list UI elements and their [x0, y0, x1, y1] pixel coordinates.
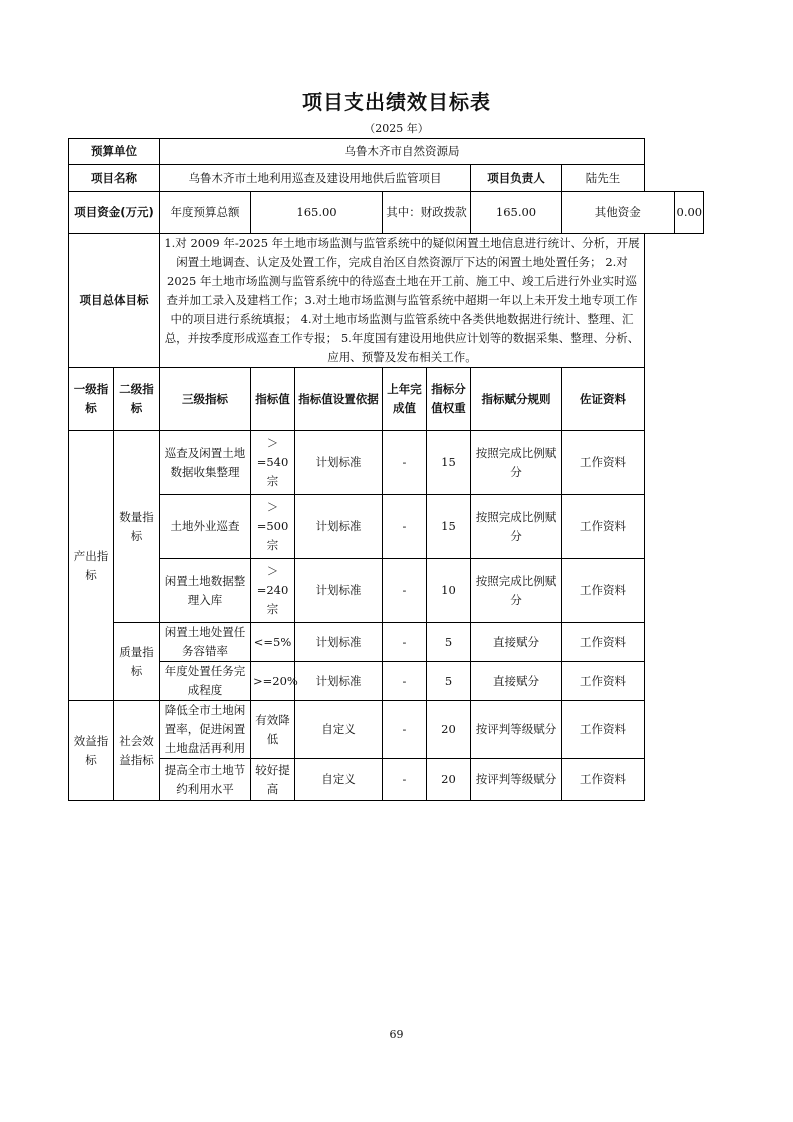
header-evidence: 佐证资料 [562, 368, 645, 431]
indicator-rule: 按照完成比例赋分 [471, 559, 562, 623]
group-output: 产出指标 [69, 431, 114, 701]
table-row [69, 701, 704, 759]
indicator-rule: 按评判等级赋分 [471, 759, 562, 801]
indicator-value: 较好提高 [251, 759, 295, 801]
table-row [69, 559, 704, 623]
funds-row [69, 192, 704, 234]
indicator-basis: 计划标准 [295, 662, 383, 701]
indicator-last-year: - [383, 759, 427, 801]
indicator-name: 年度处置任务完成程度 [160, 662, 251, 701]
group-benefit: 效益指标 [69, 701, 114, 801]
indicator-rule: 按照完成比例赋分 [471, 431, 562, 495]
overall-goal-row [69, 234, 704, 368]
indicator-name: 土地外业巡查 [160, 495, 251, 559]
header-value: 指标值 [251, 368, 295, 431]
header-weight: 指标分值权重 [427, 368, 471, 431]
indicator-evidence: 工作资料 [562, 431, 645, 495]
indicator-value: ＞=240宗 [251, 559, 295, 623]
indicator-evidence: 工作资料 [562, 559, 645, 623]
indicator-evidence: 工作资料 [562, 495, 645, 559]
indicator-weight: 15 [427, 431, 471, 495]
group-quality: 质量指标 [114, 623, 160, 701]
fiscal-funds-value: 165.00 [471, 192, 562, 234]
indicator-value: >=20% [251, 662, 295, 701]
group-social: 社会效益指标 [114, 701, 160, 801]
overall-goal-label: 项目总体目标 [69, 234, 160, 368]
indicator-weight: 20 [427, 759, 471, 801]
budget-unit-label: 预算单位 [69, 139, 160, 165]
indicator-rule: 按照完成比例赋分 [471, 495, 562, 559]
total-budget-value: 165.00 [251, 192, 383, 234]
page-title: 项目支出绩效目标表 [302, 90, 491, 114]
indicator-rule: 直接赋分 [471, 623, 562, 662]
table-row [69, 759, 704, 801]
project-name-label: 项目名称 [69, 165, 160, 192]
header-basis: 指标值设置依据 [295, 368, 383, 431]
other-funds-value: 0.00 [674, 192, 704, 234]
indicator-evidence: 工作资料 [562, 623, 645, 662]
table-row [69, 662, 704, 701]
indicator-weight: 20 [427, 701, 471, 759]
indicator-evidence: 工作资料 [562, 662, 645, 701]
indicator-value: ＞=540宗 [251, 431, 295, 495]
indicator-last-year: - [383, 662, 427, 701]
indicator-name: 闲置土地处置任务容错率 [160, 623, 251, 662]
project-name-row [69, 165, 704, 192]
header-last-year: 上年完成值 [383, 368, 427, 431]
indicator-value: <=5% [251, 623, 295, 662]
indicator-basis: 计划标准 [295, 623, 383, 662]
header-level2: 二级指标 [114, 368, 160, 431]
indicator-evidence: 工作资料 [562, 701, 645, 759]
performance-table [68, 138, 704, 801]
funds-label: 项目资金(万元) [69, 192, 160, 234]
indicator-header-row [69, 368, 704, 431]
indicator-basis: 计划标准 [295, 495, 383, 559]
indicator-last-year: - [383, 701, 427, 759]
indicator-basis: 自定义 [295, 701, 383, 759]
indicator-last-year: - [383, 559, 427, 623]
total-budget-label: 年度预算总额 [160, 192, 251, 234]
indicator-last-year: - [383, 431, 427, 495]
fiscal-funds-label: 其中：财政拨款 [383, 192, 471, 234]
group-quantity: 数量指标 [114, 431, 160, 623]
indicator-name: 巡查及闲置土地数据收集整理 [160, 431, 251, 495]
table-row [69, 431, 704, 495]
overall-goal-text: 1.对 2009 年-2025 年土地市场监测与监管系统中的疑似闲置土地信息进行统计、分析，开展闲置土地调查、认定及处置工作，完成自治区自然资源厅下达的闲置土地处置任务； 2.对 2025 年土地市场监测与监管系统中的待巡查土地在开工前、施工中、竣工后进行外业实时巡查并加工录入及建档工作；3.对土地市场监测与监管系统中超期一年以上未开发土地专项工作中的项目进行系统填报； 4.对土地市场监测与监管系统中各类供地数据进行统计、整理、汇总，并按季度形成巡查工作专报； 5.年度国有建设用地供应计划等的数据采集、整理、分析、应用、预警及发布相关工作。 [160, 234, 645, 368]
indicator-rule: 直接赋分 [471, 662, 562, 701]
indicator-name: 降低全市土地闲置率，促进闲置土地盘活再利用 [160, 701, 251, 759]
project-name-value: 乌鲁木齐市土地利用巡查及建设用地供后监管项目 [160, 165, 471, 192]
budget-unit-value: 乌鲁木齐市自然资源局 [160, 139, 645, 165]
indicator-name: 闲置土地数据整理入库 [160, 559, 251, 623]
budget-unit-row [69, 139, 704, 165]
project-leader-value: 陆先生 [562, 165, 645, 192]
indicator-weight: 10 [427, 559, 471, 623]
indicator-rule: 按评判等级赋分 [471, 701, 562, 759]
indicator-basis: 自定义 [295, 759, 383, 801]
header-level3: 三级指标 [160, 368, 251, 431]
table-row [69, 623, 704, 662]
header-rule: 指标赋分规则 [471, 368, 562, 431]
page-number: 69 [389, 1028, 404, 1041]
indicator-last-year: - [383, 495, 427, 559]
indicator-basis: 计划标准 [295, 559, 383, 623]
indicator-weight: 5 [427, 623, 471, 662]
year-label: （2025 年） [364, 122, 429, 135]
indicator-last-year: - [383, 623, 427, 662]
project-leader-label: 项目负责人 [471, 165, 562, 192]
header-level1: 一级指标 [69, 368, 114, 431]
indicator-evidence: 工作资料 [562, 759, 645, 801]
indicator-weight: 5 [427, 662, 471, 701]
other-funds-label: 其他资金 [562, 192, 675, 234]
indicator-value: 有效降低 [251, 701, 295, 759]
indicator-basis: 计划标准 [295, 431, 383, 495]
table-row [69, 495, 704, 559]
indicator-value: ＞=500宗 [251, 495, 295, 559]
indicator-weight: 15 [427, 495, 471, 559]
indicator-name: 提高全市土地节约利用水平 [160, 759, 251, 801]
